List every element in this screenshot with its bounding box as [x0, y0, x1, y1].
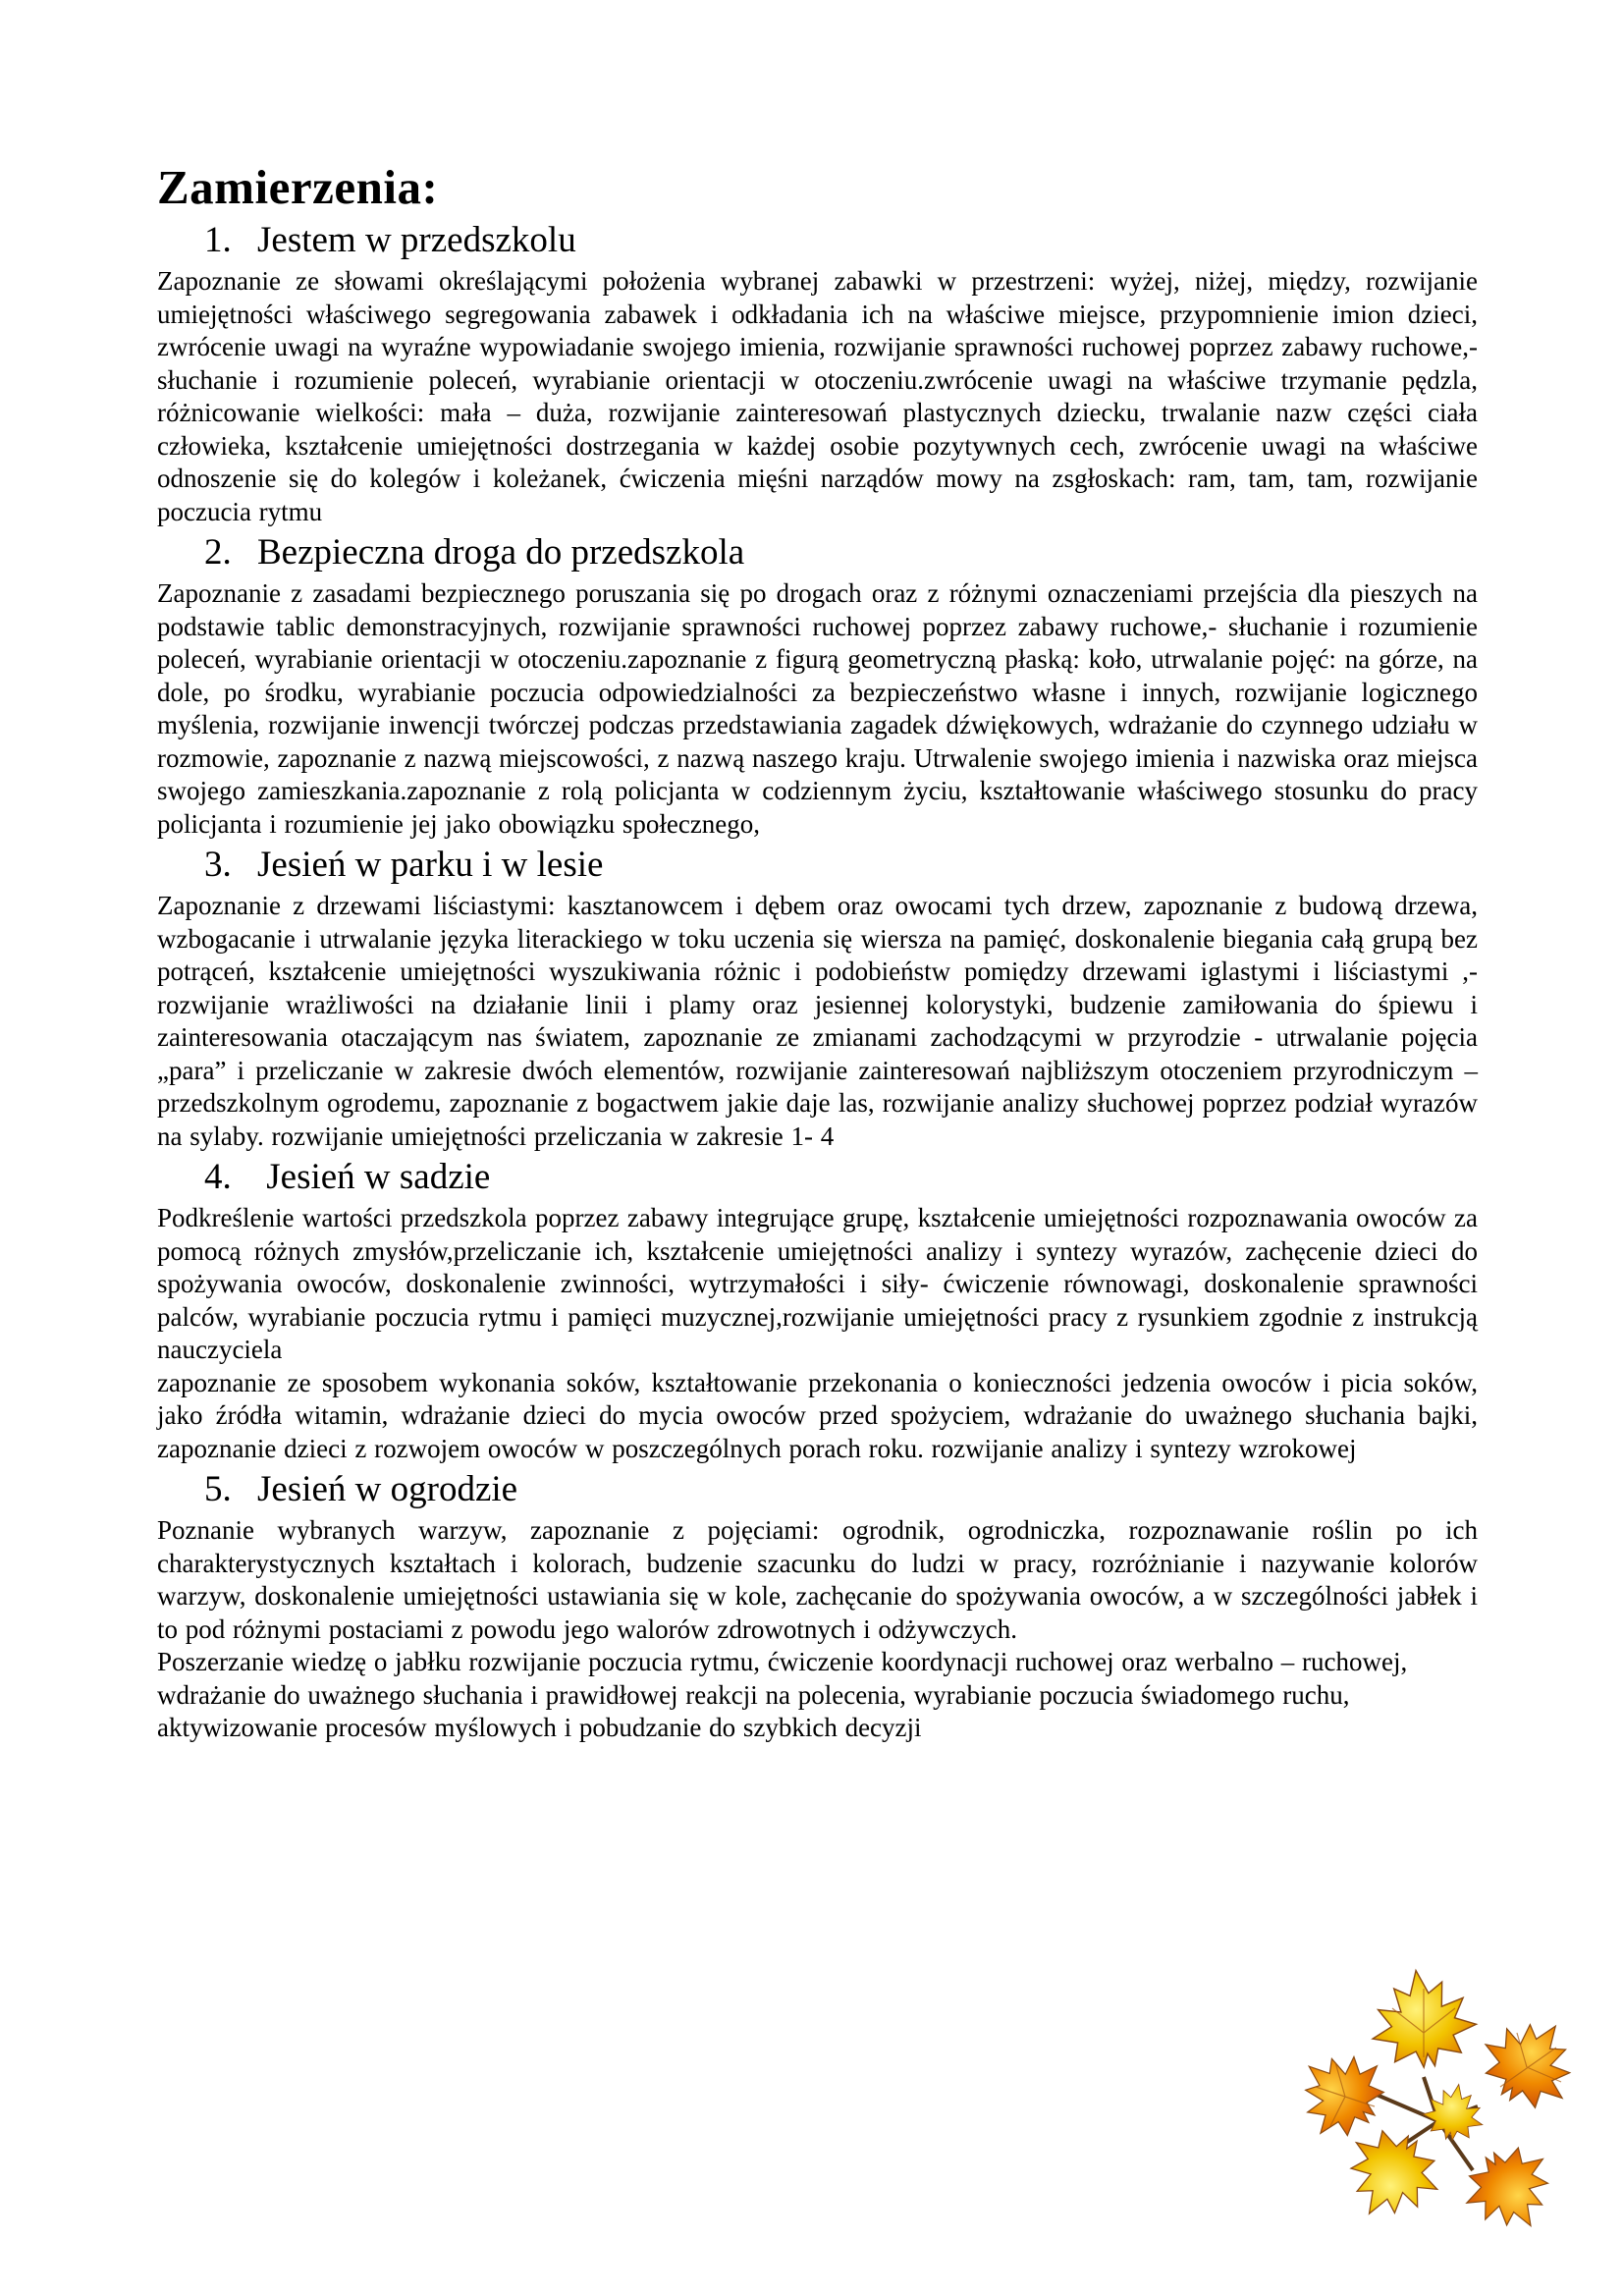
section-1 [157, 216, 1478, 528]
section-heading [204, 528, 1478, 577]
section-paragraph: Zapoznanie ze słowami określającymi położenia wybranej zabawki w przestrzeni: wyżej, niżej, między, rozwijanie umiejętności właściwego segregowania zabawek i odkładania ich na właściwe miejsce, przypomnienie imion dzieci, zwrócenie uwagi na wyraźne wypowiadanie swojego imienia, rozwijanie sprawności ruchowej poprzez zabawy ruchowe,- słuchanie i rozumienie poleceń, wyrabianie orientacji w otoczeniu.zwrócenie uwagi na właściwe trzymanie pędzla, różnicowanie wielkości: mała – duża, rozwijanie zainteresowań plastycznych dziecku, trwalanie nazw części ciała człowieka, kształcenie umiejętności dostrzegania w każdej osobie pozytywnych cech, zwrócenie uwagi na właściwe odnoszenie się do kolegów i koleżanek, ćwiczenia mięśni narządów mowy na zsgłoskach: ram, tam, tam, rozwijanie poczucia rytmu [157, 266, 1478, 526]
section-number: 2. [204, 532, 232, 573]
section-heading [204, 216, 1478, 265]
section-title: Jesień w sadzie [257, 1157, 491, 1197]
section-heading [204, 1153, 1478, 1202]
document-page [157, 159, 1478, 1745]
autumn-leaves-icon [1276, 1949, 1600, 2273]
section-paragraph: Zapoznanie z zasadami bezpiecznego poruszania się po drogach oraz z różnymi oznaczeniami przejścia dla pieszych na podstawie tablic demonstracyjnych, rozwijanie sprawności ruchowej poprzez zabawy ruchowe,- słuchanie i rozumienie poleceń, wyrabianie orientacji w otoczeniu.zapoznanie z figurą geometryczną płaską: koło, utrwalanie pojęć: na górze, na dole, po środku, wyrabianie poczucia odpowiedzialności za bezpieczeństwo własne i innych, rozwijanie logicznego myślenia, rozwijanie inwencji twórczej podczas przedstawiania zagadek dźwiękowych, wdrażanie do czynnego udziału w rozmowie, zapoznanie z nazwą miejscowości, z nazwą naszego kraju. Utrwalenie swojego imienia i nazwiska oraz miejsca swojego zamieszkania.zapoznanie z rolą policjanta w codziennym życiu, kształtowanie właściwego stosunku do pracy policjanta i rozumienie jej jako obowiązku społecznego, [157, 578, 1478, 839]
document-title: Zamierzenia: [157, 160, 439, 214]
section-paragraph: Podkreślenie wartości przedszkola poprzez zabawy integrujące grupę, kształcenie umiejętności rozpoznawania owoców za pomocą różnych zmysłów,przeliczanie ich, kształcenie umiejętności analizy i syntezy wyrazów, zachęcenie dzieci do spożywania owoców, doskonalenie zwinności, wytrzymałości i siły- ćwiczenie równowagi, doskonalenie sprawności palców, wyrabianie poczucia rytmu i pamięci muzycznej,rozwijanie umiejętności pracy z rysunkiem zgodnie z instrukcją nauczyciela [157, 1203, 1478, 1364]
section-heading [204, 841, 1478, 890]
section-number: 3. [204, 845, 232, 885]
section-title: Jestem w przedszkolu [257, 220, 576, 260]
section-title: Bezpieczna droga do przedszkola [257, 532, 745, 573]
section-title: Jesień w ogrodzie [257, 1469, 518, 1509]
section-2 [157, 528, 1478, 841]
section-title: Jesień w parku i w lesie [257, 845, 604, 885]
section-paragraph: Poszerzanie wiedzę o jabłku rozwijanie poczucia rytmu, ćwiczenie koordynacji ruchowej oraz werbalno – ruchowej, wdrażanie do uważnego słuchania i prawidłowej reakcji na polecenia, wyrabianie poczucia świadomego ruchu, aktywizowanie procesów myślowych i pobudzanie do szybkich decyzji [157, 1647, 1408, 1742]
section-number: 5. [204, 1469, 232, 1509]
section-number: 1. [204, 220, 232, 260]
section-4 [157, 1153, 1478, 1465]
section-5 [157, 1465, 1478, 1745]
section-paragraph: zapoznanie ze sposobem wykonania soków, kształtowanie przekonania o konieczności jedzenia owoców i picia soków, jako źródła witamin, wdrażanie dzieci do mycia owoców przed spożyciem, wdrażanie do uważnego słuchania bajki, zapoznanie dzieci z rozwojem owoców w poszczególnych porach roku. rozwijanie analizy i syntezy wzrokowej [157, 1367, 1478, 1463]
section-3 [157, 841, 1478, 1153]
section-paragraph: Poznanie wybranych warzyw, zapoznanie z pojęciami: ogrodnik, ogrodniczka, rozpoznawanie roślin po ich charakterystycznych kształtach i kolorach, budzenie szacunku do ludzi w pracy, rozróżnianie i nazywanie kolorów warzyw, doskonalenie umiejętności ustawiania się w kole, zachęcanie do spożywania owoców, a w szczególności jabłek i to pod różnymi postaciami z powodu jego walorów zdrowotnych i odżywczych. [157, 1515, 1478, 1644]
section-heading [204, 1465, 1478, 1514]
section-paragraph: Zapoznanie z drzewami liściastymi: kasztanowcem i dębem oraz owocami tych drzew, zapoznanie z budową drzewa, wzbogacanie i utrwalanie języka literackiego w toku uczenia się wiersza na pamięć, doskonalenie biegania całą grupą bez potrąceń, kształcenie umiejętności wyszukiwania różnic i podobieństw pomiędzy drzewami iglastymi i liściastymi ,- rozwijanie wrażliwości na działanie linii i plamy oraz jesiennej kolorystyki, budzenie zamiłowania do śpiewu i zainteresowania otaczającym nas światem, zapoznanie ze zmianami zachodzącymi w przyrodzie - utrwalanie pojęcia „para” i przeliczanie w zakresie dwóch elementów, rozwijanie zainteresowań najbliższym otoczeniem przyrodniczym – przedszkolnym ogrodemu, zapoznanie z bogactwem jakie daje las, rozwijanie analizy słuchowej poprzez podział wyrazów na sylaby. rozwijanie umiejętności przeliczania w zakresie 1- 4 [157, 891, 1478, 1151]
section-number: 4. [204, 1157, 232, 1197]
